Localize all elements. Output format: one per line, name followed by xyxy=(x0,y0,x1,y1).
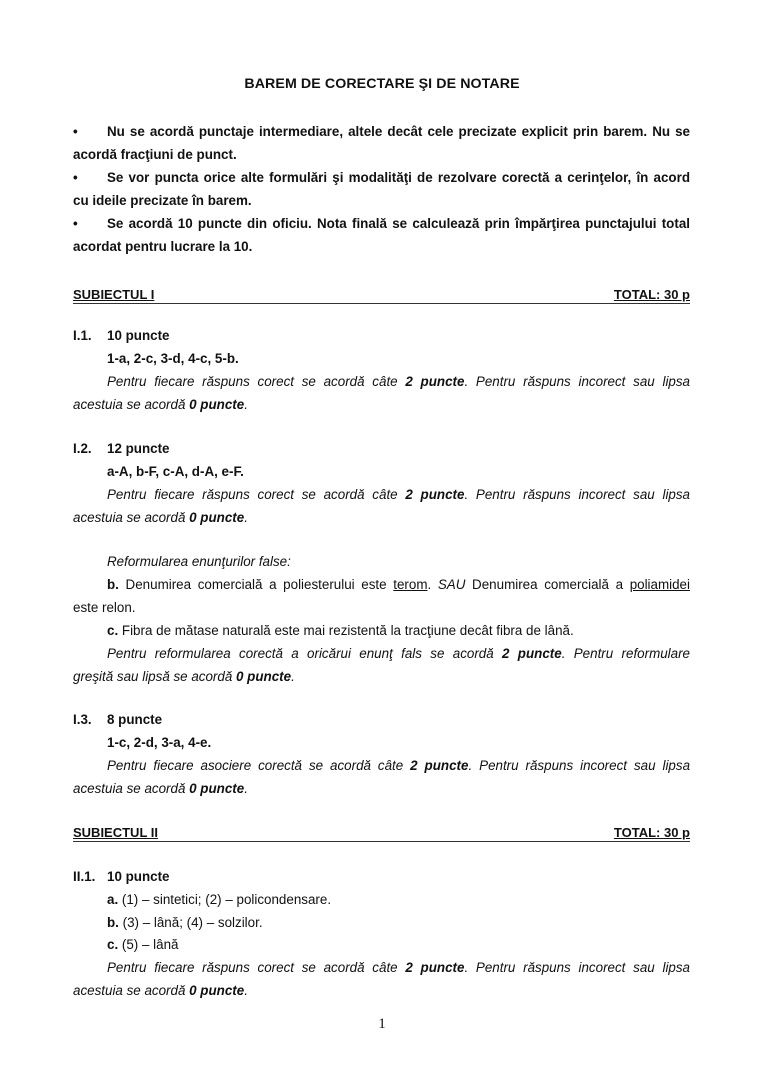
item-answers: 1-a, 2-c, 3-d, 4-c, 5-b. xyxy=(107,351,239,366)
item-answers: 1-c, 2-d, 3-a, 4-e. xyxy=(107,735,212,750)
answer-line-b: b. (3) – lână; (4) – solzilor. xyxy=(107,915,263,930)
scoring-note-line-2: acestuia se acordă 0 puncte. xyxy=(73,781,248,796)
scoring-note-line-1: Pentru fiecare răspuns corect se acordă câte 2 puncte. Pentru răspuns incorect sau lipsa xyxy=(107,487,691,502)
rule-1-line-2: acordă fracţiuni de punct. xyxy=(73,147,237,162)
scoring-note-line-1: Pentru fiecare asociere corectă se acordă câte 2 puncte. Pentru răspuns incorect sau lipsa xyxy=(107,758,691,773)
rule-2-line-2: cu ideile precizate în barem. xyxy=(73,193,252,208)
subject-1-total: TOTAL: 30 p xyxy=(613,287,690,302)
scoring-note-line-1: Pentru fiecare răspuns corect se acordă câte 2 puncte. Pentru răspuns incorect sau lipsa xyxy=(107,374,691,389)
subject-2-header xyxy=(73,821,690,842)
subject-1-label: SUBIECTUL I xyxy=(73,287,155,302)
reform-b-line-2: este relon. xyxy=(73,600,136,615)
scoring-note-line-2: acestuia se acordă 0 puncte. xyxy=(73,510,248,525)
item-points: 10 puncte xyxy=(107,328,170,343)
scoring-note-line-1: Pentru fiecare răspuns corect se acordă câte 2 puncte. Pentru răspuns incorect sau lipsa xyxy=(107,960,691,975)
reform-c-line: c. Fibra de mătase naturală este mai rezistentă la tracţiune decât fibra de lână. xyxy=(107,623,574,638)
reform-note-line-2: greşită sau lipsă se acordă 0 puncte. xyxy=(73,669,295,684)
subject-2-total: TOTAL: 30 p xyxy=(613,825,690,840)
subject-2-label: SUBIECTUL II xyxy=(73,825,158,840)
rule-2-line-1: Se vor puncta orice alte formulări şi modalităţi de rezolvare corectă a cerinţelor, în acord xyxy=(107,170,690,185)
answer-line-c: c. (5) – lână xyxy=(107,937,179,952)
scoring-note-line-2: acestuia se acordă 0 puncte. xyxy=(73,397,248,412)
rule-3-line-1: Se acordă 10 puncte din oficiu. Nota finală se calculează prin împărţirea punctajului total xyxy=(107,216,690,231)
answer-line-a: a. (1) – sintetici; (2) – policondensare. xyxy=(107,892,332,907)
bullet-icon: • xyxy=(73,216,78,231)
rule-1-line-1: Nu se acordă punctaje intermediare, altele decât cele precizate explicit prin barem. Nu se xyxy=(107,124,690,139)
item-number: I.1. xyxy=(73,328,92,343)
bullet-icon: • xyxy=(73,170,78,185)
document-title: BAREM DE CORECTARE ŞI DE NOTARE xyxy=(244,76,520,92)
reform-b-line-1: b. Denumirea comercială a poliesterului este terom. SAU Denumirea comercială a poliamidei xyxy=(107,577,690,592)
reform-note-line-1: Pentru reformularea corectă a oricărui enunţ fals se acordă 2 puncte. Pentru reformulare xyxy=(107,646,690,661)
subject-1-header xyxy=(73,283,690,304)
item-points: 10 puncte xyxy=(107,869,170,884)
reform-heading: Reformularea enunţurilor false: xyxy=(107,554,291,569)
item-number: I.3. xyxy=(73,712,92,727)
bullet-icon: • xyxy=(73,124,78,139)
page-number: 1 xyxy=(378,1016,386,1032)
item-number: I.2. xyxy=(73,441,92,456)
scoring-note-line-2: acestuia se acordă 0 puncte. xyxy=(73,983,248,998)
item-answers: a-A, b-F, c-A, d-A, e-F. xyxy=(107,464,244,479)
item-points: 12 puncte xyxy=(107,441,170,456)
rule-3-line-2: acordat pentru lucrare la 10. xyxy=(73,239,253,254)
item-points: 8 puncte xyxy=(107,712,163,727)
item-number: II.1. xyxy=(73,869,96,884)
